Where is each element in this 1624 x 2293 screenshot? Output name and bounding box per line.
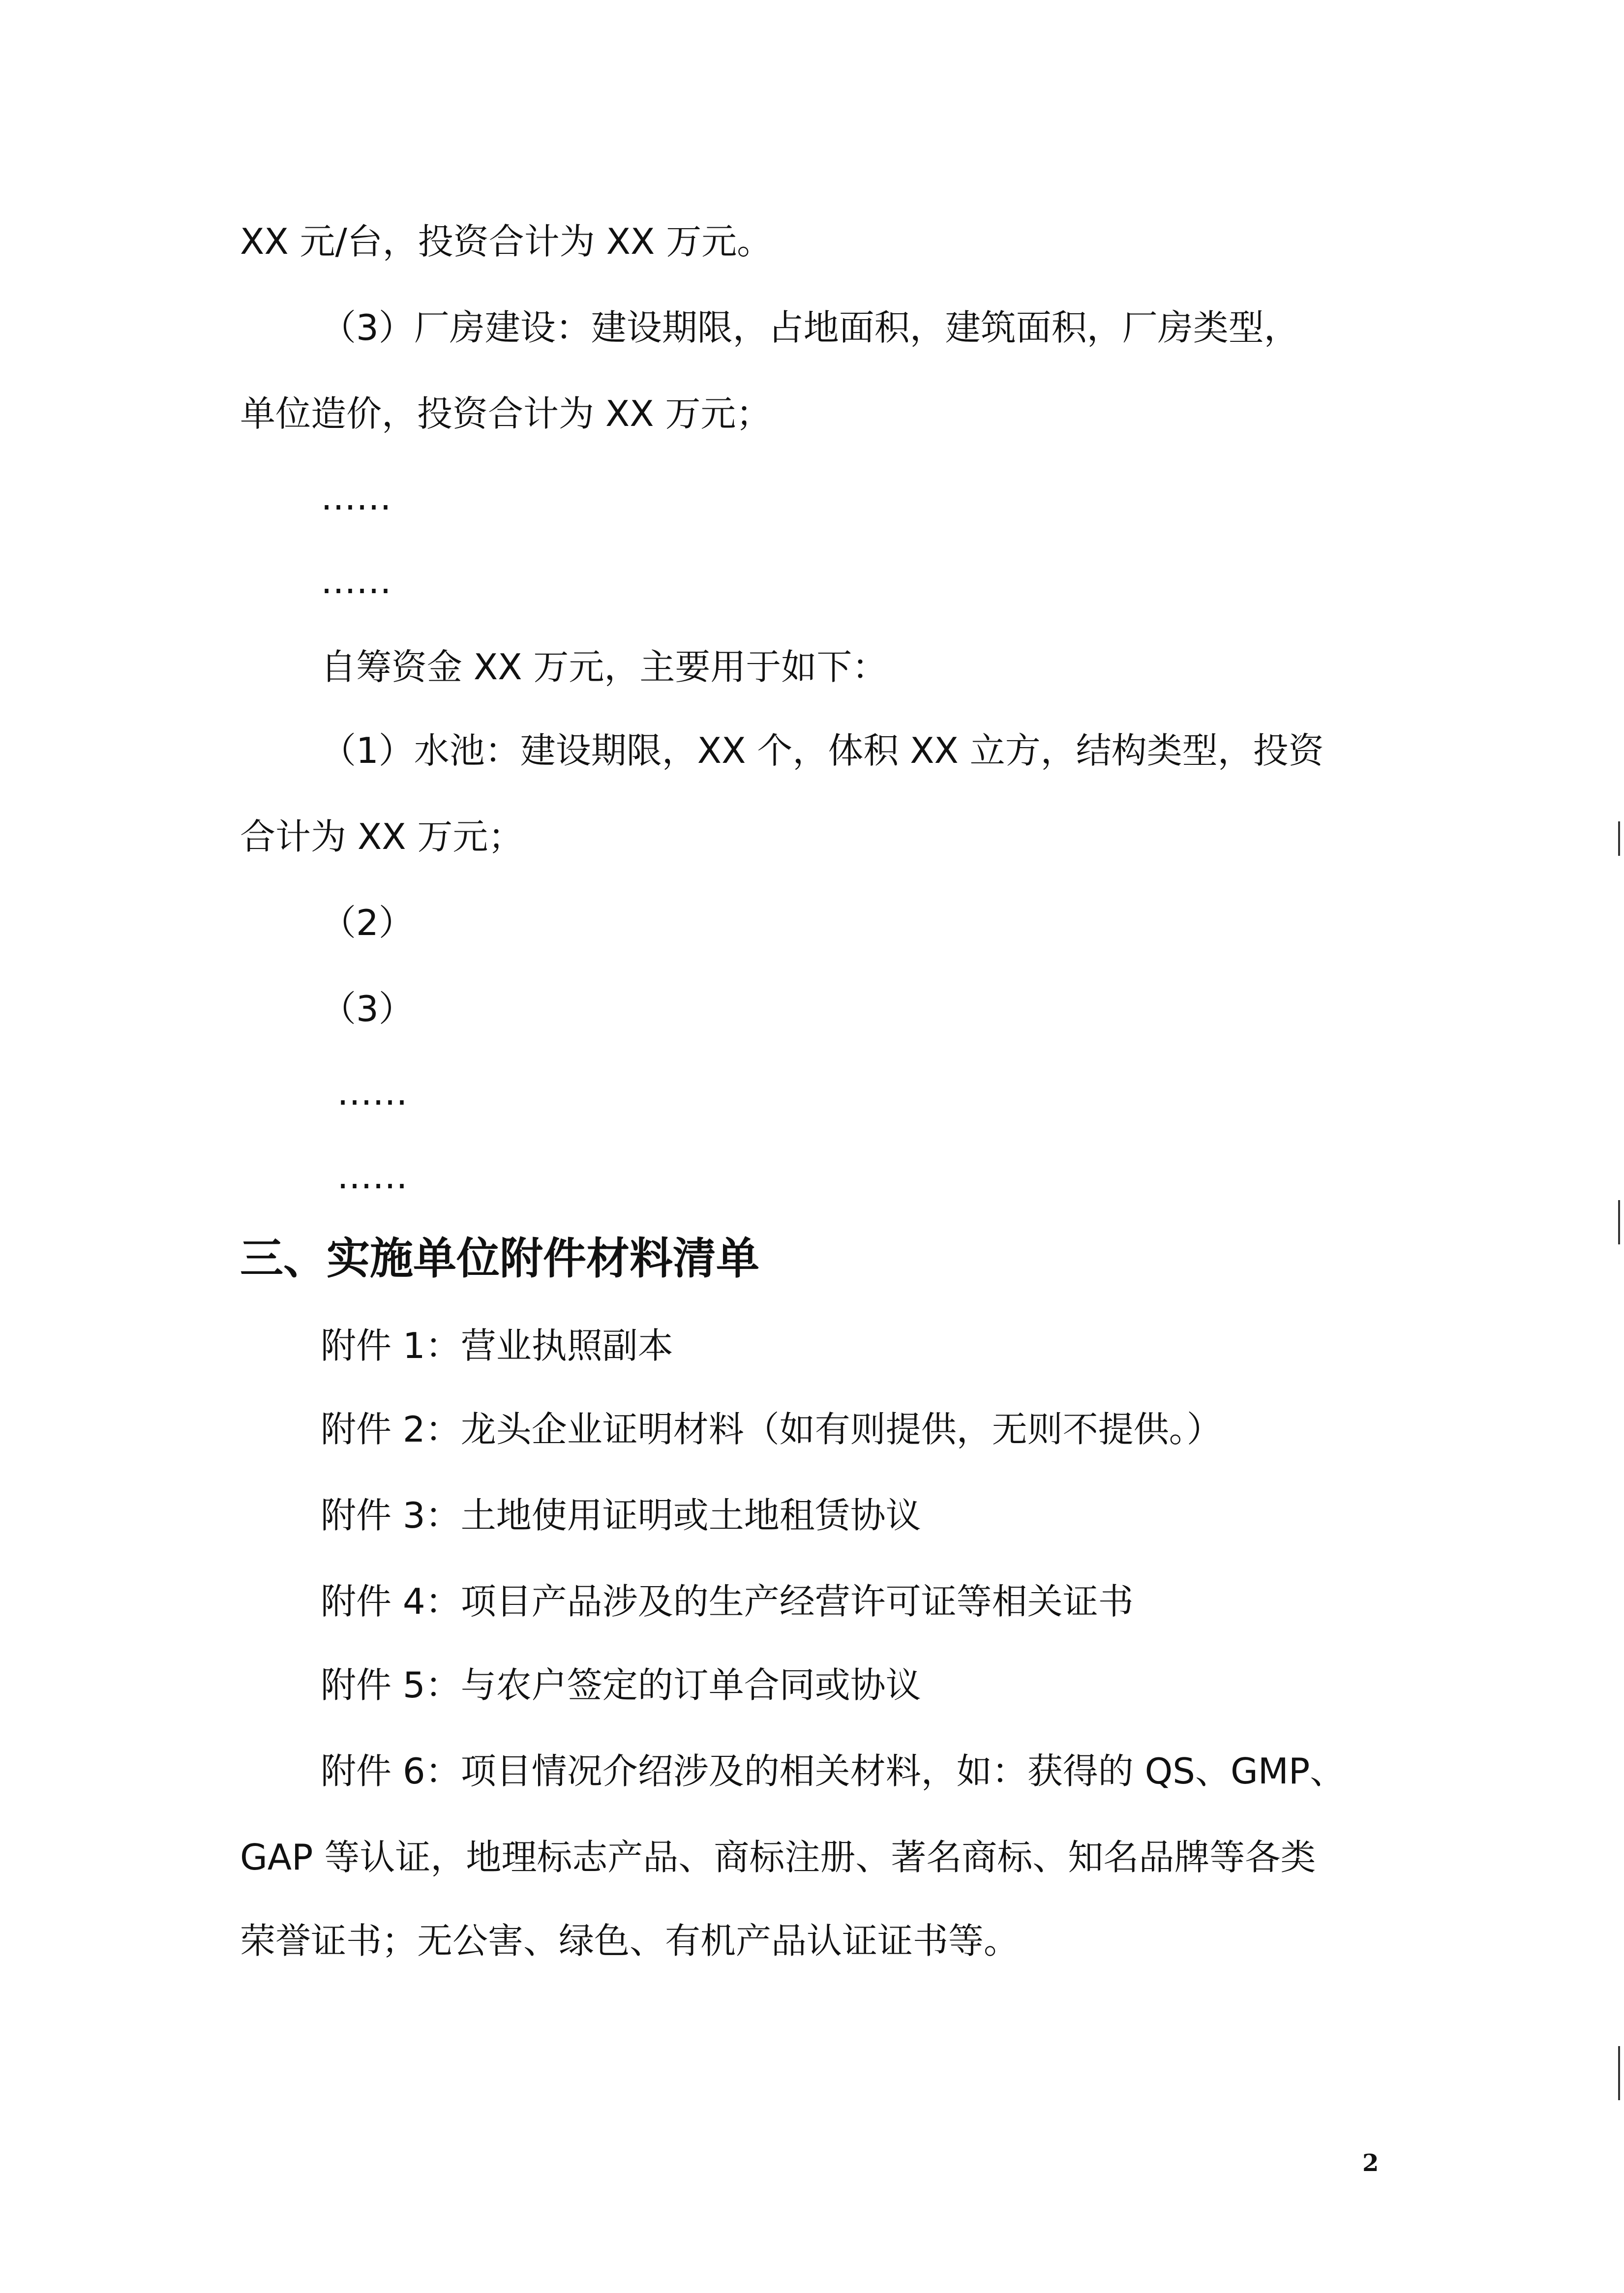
section-heading: 三、实施单位附件材料清单 [240, 1233, 760, 1284]
body-line: 合计为 XX 万元； [240, 816, 524, 857]
ellipsis-line: …… [321, 560, 391, 602]
attachment-line: GAP 等认证，地理标志产品、商标注册、著名商标、知名品牌等各类 [240, 1837, 1316, 1878]
ellipsis-line: …… [321, 477, 391, 518]
page-number: 2 [1362, 2149, 1379, 2177]
attachment-line: 附件 6：项目情况介绍涉及的相关材料，如：获得的 QS、GMP、 [321, 1750, 1346, 1792]
attachment-line: 附件 4：项目产品涉及的生产经营许可证等相关证书 [321, 1581, 1134, 1622]
ellipsis-line: …… [337, 1155, 408, 1197]
attachment-line: 附件 3：土地使用证明或土地租赁协议 [321, 1495, 921, 1536]
body-line: （3）厂房建设：建设期限，占地面积，建筑面积，厂房类型， [321, 307, 1299, 348]
body-line: （3） [321, 988, 414, 1029]
body-line: 自筹资金 XX 万元，主要用于如下： [321, 646, 888, 688]
attachment-line: 附件 5：与农户签定的订单合同或协议 [321, 1664, 921, 1706]
attachment-line: 附件 2：龙头企业证明材料（如有则提供，无则不提供。） [321, 1409, 1222, 1450]
attachment-line: 附件 1：营业执照副本 [321, 1325, 673, 1366]
body-line: 单位造价，投资合计为 XX 万元； [240, 393, 772, 434]
scan-edge-mark [1618, 2046, 1620, 2100]
ellipsis-line: …… [337, 1072, 408, 1113]
body-line: （2） [321, 902, 414, 943]
attachment-line: 荣誉证书；无公害、绿色、有机产品认证证书等。 [240, 1920, 1020, 1961]
body-line: XX 元/台，投资合计为 XX 万元。 [240, 221, 773, 262]
scan-edge-mark [1618, 821, 1620, 856]
scan-edge-mark [1618, 1200, 1620, 1244]
body-line: （1）水池：建设期限，XX 个，体积 XX 立方，结构类型，投资 [321, 730, 1324, 771]
